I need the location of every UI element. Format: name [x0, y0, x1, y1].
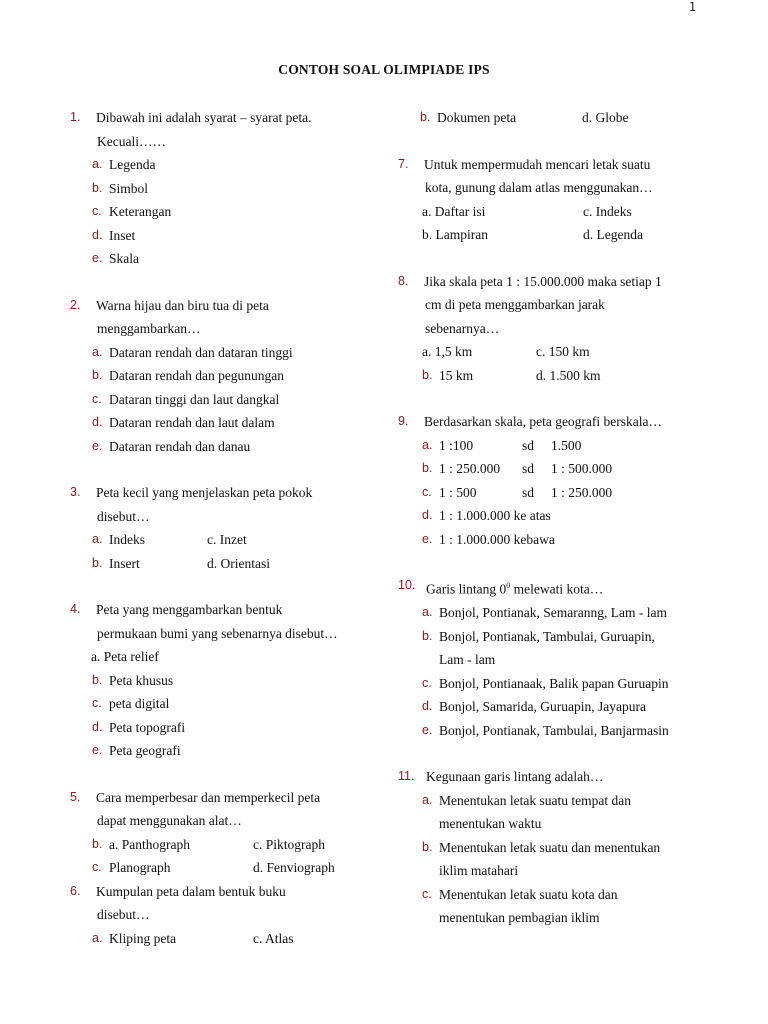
option-text: 1 : 250.000 [439, 461, 501, 476]
option [398, 504, 728, 528]
question-text: Cara memperbesar dan memperkecil peta [96, 789, 321, 805]
question-text-cont: cm di peta menggambarkan jarak [425, 297, 605, 312]
option-row [70, 833, 390, 857]
option-letter: b. [92, 836, 103, 851]
option [70, 692, 390, 716]
option-text: 1 : 500 [439, 484, 477, 500]
option-text: 1 : 1.000.000 kebawa [439, 531, 555, 547]
question-6 [70, 880, 390, 951]
question-1 [70, 106, 390, 271]
option-text: c. 150 km [536, 344, 590, 359]
option-text: c. Indeks [583, 203, 632, 219]
question-number: 4. [70, 602, 81, 616]
option-text: Indeks [109, 532, 145, 547]
option-text: Dataran rendah dan danau [109, 438, 251, 454]
option-letter: d. [92, 719, 103, 734]
question-number: 9. [398, 414, 409, 428]
question-text: Kumpulan peta dalam bentuk buku [96, 883, 286, 899]
option-row [398, 200, 728, 224]
option-text: Menentukan letak suatu kota dan [439, 886, 618, 902]
question-text-cont: disebut… [97, 907, 150, 922]
option-letter: e. [92, 438, 103, 453]
question-text: Kegunaan garis lintang adalah… [426, 769, 604, 784]
option-letter: b. [92, 555, 103, 570]
option-letter: a. [422, 792, 433, 807]
option-text: Peta khusus [109, 672, 174, 688]
question-5 [70, 786, 390, 880]
page-number: 1 [688, 0, 696, 14]
option-row [398, 364, 728, 388]
question-number: 7. [398, 156, 409, 171]
option-text: 15 km [439, 367, 474, 383]
option-letter: c. [422, 886, 432, 901]
option-text: peta digital [109, 696, 170, 711]
question-text: Garis lintang $0^0$ melewati kota… [426, 581, 604, 597]
question-text: Peta kecil yang menjelaskan peta pokok [96, 485, 313, 500]
option-letter: c. [92, 696, 102, 710]
question-text-cont: sebenarnya… [425, 320, 500, 336]
option-text: Legenda [109, 157, 156, 172]
option-text: Keterangan [109, 204, 172, 219]
option-text: Bonjol, Pontianak, Tambulai, Guruapin, [439, 628, 655, 644]
option-text: Dataran rendah dan laut dalam [109, 415, 275, 430]
option-letter: d. [92, 415, 103, 429]
question-text-cont: permukaan bumi yang sebenarnya disebut… [97, 625, 338, 641]
option-text-cont: Lam - lam [439, 652, 496, 667]
option-letter: b. [422, 839, 433, 854]
option-letter: b. [92, 368, 103, 382]
option-text: Bonjol, Samarida, Guruapin, Jayapura [439, 699, 646, 714]
option-letter: a. [92, 930, 103, 945]
option-letter: c. [422, 675, 432, 690]
question-number: 6. [70, 883, 81, 898]
option-text: Bonjol, Pontianak, Tambulai, Banjarmasin [439, 722, 669, 738]
option [398, 625, 728, 649]
question-number: 10. [398, 578, 416, 592]
option-text: b. Lampiran [422, 227, 488, 242]
option-text: Peta topografi [109, 719, 186, 735]
option [70, 435, 390, 459]
option-text: Insert [109, 555, 140, 571]
option-row [398, 340, 728, 364]
option-letter: a. [422, 605, 433, 619]
option-text: Peta geografi [109, 743, 181, 758]
question-4 [70, 598, 390, 763]
question-text-cont: kota, gunung dalam atlas menggunakan… [425, 180, 653, 195]
option-text: Inset [109, 227, 136, 243]
option-text: d. Fenviograph [253, 860, 335, 875]
option-text: c. Piktograph [253, 836, 325, 852]
option-letter: a. [422, 437, 433, 452]
option-text: 1.500 [551, 437, 582, 453]
option [398, 719, 728, 743]
option-text: Menentukan letak suatu tempat dan [439, 792, 631, 808]
option-letter: b. [422, 628, 433, 643]
option [70, 341, 390, 365]
option-letter: a. [92, 157, 103, 171]
option-text: Bonjol, Pontianaak, Balik papan Guruapin [439, 675, 669, 691]
option [70, 645, 390, 669]
option-letter: d. [422, 508, 433, 522]
option-letter: e. [92, 743, 103, 757]
option-text: Simbol [109, 180, 149, 196]
option-text: a. Peta relief [91, 649, 159, 664]
option-text: 1 : 500.000 [551, 461, 613, 476]
option-text: Dataran rendah dan pegunungan [109, 368, 285, 383]
option-row [398, 434, 728, 458]
option-letter: c. [92, 860, 102, 874]
option-text: 1 : 250.000 [551, 484, 613, 500]
option-letter: d. [92, 227, 103, 242]
question-9 [398, 410, 728, 551]
option [70, 153, 390, 177]
question-2 [70, 294, 390, 459]
question-text-cont: Kecuali…… [97, 133, 166, 149]
option-text: Planograph [109, 860, 171, 875]
option-letter: e. [92, 251, 103, 265]
option-row [398, 223, 728, 247]
option-text: Kliping peta [109, 930, 177, 946]
option [70, 388, 390, 412]
option-text: a. Daftar isi [422, 203, 486, 219]
option [398, 695, 728, 719]
option [70, 200, 390, 224]
option-row [70, 552, 390, 576]
option [70, 739, 390, 763]
option-row [398, 481, 728, 505]
option-text: Dataran tinggi dan laut dangkal [109, 391, 280, 407]
option-text: d. Orientasi [207, 555, 270, 571]
question-number: 11. [398, 769, 415, 783]
question-10 [398, 574, 728, 742]
question-8 [398, 270, 728, 388]
option-letter: b. [422, 461, 433, 475]
left-column [70, 106, 390, 950]
option-text: sd [522, 437, 535, 453]
question-text-cont: dapat menggunakan alat… [97, 813, 242, 828]
option-text: d. 1.500 km [536, 367, 601, 383]
question-text-cont: menggambarkan… [97, 321, 201, 336]
question-text: Untuk mempermudah mencari letak suatu [424, 156, 651, 172]
option-text-cont: iklim matahari [439, 863, 519, 878]
option-text: d. Globe [582, 110, 629, 125]
option [398, 601, 728, 625]
option [398, 836, 728, 860]
option-row [398, 106, 728, 130]
option-letter: c. [92, 204, 102, 218]
option [398, 883, 728, 907]
option [70, 364, 390, 388]
question-text: Warna hijau dan biru tua di peta [96, 297, 269, 313]
question-text-cont: disebut… [97, 508, 150, 524]
option-text: c. Atlas [253, 930, 294, 946]
option-row [70, 927, 390, 951]
question-text: Jika skala peta 1 : 15.000.000 maka setiap 1 [424, 273, 662, 289]
option [70, 247, 390, 271]
option-letter: a. [92, 532, 103, 546]
question-text: Berdasarkan skala, peta geografi berskala… [424, 414, 663, 429]
option-text: Bonjol, Pontianak, Semaranng, Lam - lam [439, 605, 667, 620]
option-text: Dokumen peta [437, 110, 517, 125]
option-text: Dataran rendah dan dataran tinggi [109, 344, 293, 360]
option [70, 177, 390, 201]
option-letter: b. [92, 672, 103, 687]
option-row [398, 457, 728, 481]
option-row [70, 856, 390, 880]
option-letter: c. [422, 484, 432, 499]
option [70, 669, 390, 693]
option-text: a. 1,5 km [422, 344, 473, 359]
option-text: sd [522, 461, 535, 476]
option-text: Menentukan letak suatu dan menentukan [439, 839, 661, 855]
question-text: Peta yang menggambarkan bentuk [96, 602, 283, 617]
option-text-cont: menentukan waktu [439, 816, 542, 831]
question-number: 1. [70, 110, 81, 124]
option [398, 672, 728, 696]
option-letter: e. [422, 722, 433, 737]
right-column [398, 106, 728, 930]
question-11 [398, 765, 728, 930]
option-text: a. Panthograph [109, 836, 190, 852]
option-letter: b. [92, 180, 103, 195]
option [398, 528, 728, 552]
option-letter: c. [92, 391, 102, 406]
question-number: 8. [398, 273, 409, 288]
question-3 [70, 481, 390, 575]
question-7 [398, 153, 728, 247]
option-text-cont: menentukan pembagian iklim [439, 910, 600, 925]
option-letter: b. [422, 367, 433, 382]
option-text: d. Legenda [583, 227, 643, 242]
option [70, 716, 390, 740]
option-text: 1 :100 [439, 437, 474, 453]
option [70, 411, 390, 435]
option-letter: b. [420, 110, 431, 124]
option-text: c. Inzet [207, 532, 247, 547]
option-text: sd [522, 484, 535, 500]
option-text: Skala [109, 251, 139, 266]
document-title: CONTOH SOAL OLIMPIADE IPS [278, 62, 490, 77]
option-letter: d. [422, 699, 433, 713]
option-text: 1 : 1.000.000 ke atas [439, 508, 551, 523]
option [398, 789, 728, 813]
question-text: Dibawah ini adalah syarat – syarat peta. [96, 110, 312, 125]
option-row [70, 528, 390, 552]
question-number: 5. [70, 789, 81, 804]
option-letter: e. [422, 531, 433, 546]
option-letter: a. [92, 344, 103, 359]
question-number: 2. [70, 297, 81, 312]
question-number: 3. [70, 485, 81, 499]
option [70, 224, 390, 248]
